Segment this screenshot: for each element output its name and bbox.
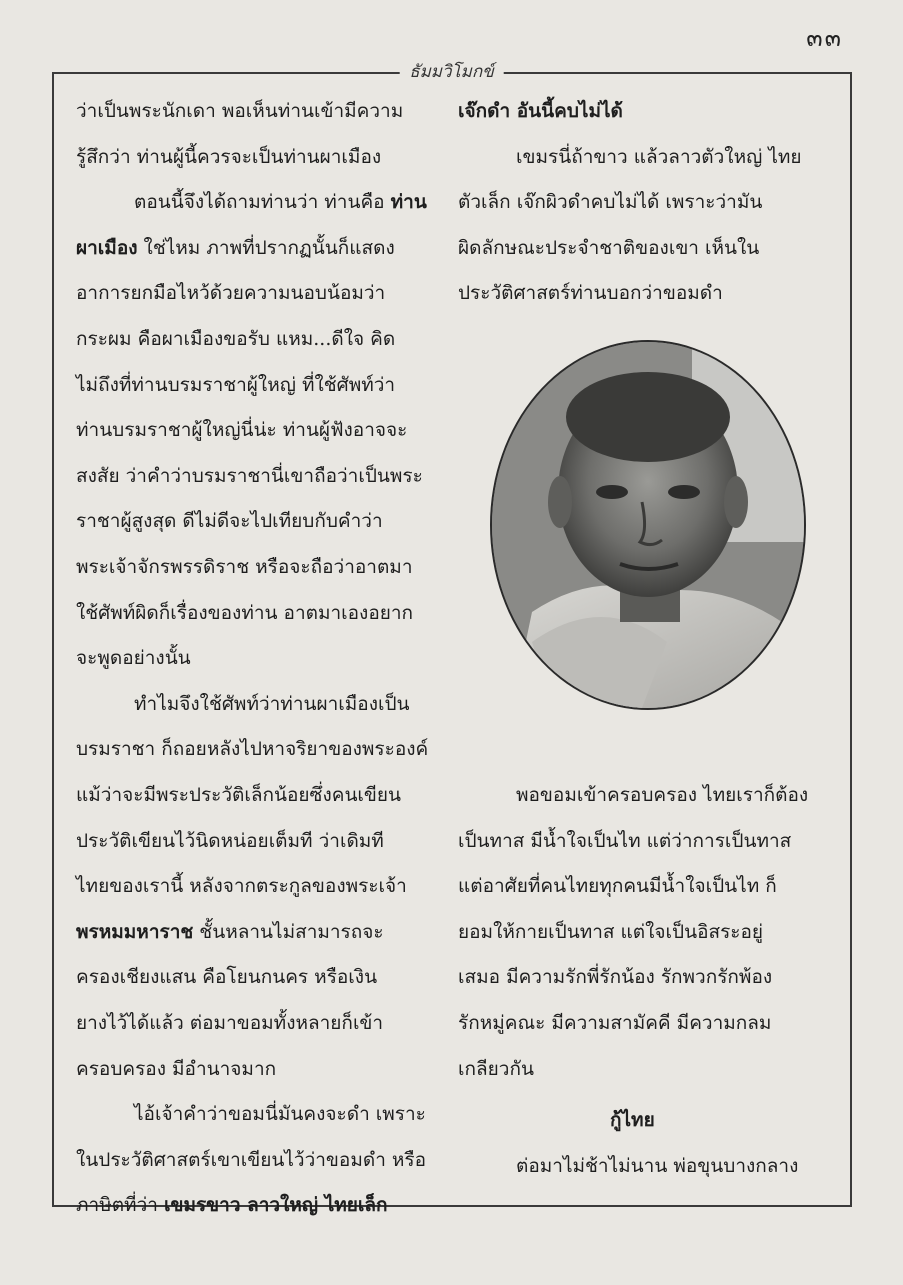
text-line xyxy=(134,689,410,719)
text-line xyxy=(76,552,413,582)
line-text: รักหมู่คณะ มีความสามัคคี มีความกลม xyxy=(458,1012,772,1034)
text-line xyxy=(76,142,381,172)
text-line xyxy=(76,96,403,126)
text-line xyxy=(76,1008,383,1038)
text-line xyxy=(458,826,791,856)
text-line xyxy=(458,1054,534,1084)
text-line xyxy=(134,1099,426,1129)
line-text: ไทยของเรานี้ หลังจากตระกูลของพระเจ้า xyxy=(76,875,407,898)
line-text: ชั้นหลานไม่สามารถจะ xyxy=(193,920,384,943)
text-line xyxy=(134,187,427,217)
text-line xyxy=(458,187,762,217)
text-line xyxy=(76,871,407,901)
section-heading: กู้ไทย xyxy=(610,1109,655,1132)
line-text: ราชาผู้สูงสุด ดีไม่ดีจะไปเทียบกับคำว่า xyxy=(76,510,383,533)
text-line xyxy=(76,962,377,992)
bold-term: พรหมมหาราช xyxy=(76,920,194,943)
line-text: ประวัติศาสตร์ท่านบอกว่าขอมดำ xyxy=(458,282,723,305)
line-text: จะพูดอย่างนั้น xyxy=(76,647,191,670)
line-text: ยางไว้ได้แล้ว ต่อมาขอมทั้งหลายก็เข้า xyxy=(76,1012,384,1034)
text-line xyxy=(76,1054,276,1084)
line-text: ครอบครอง มีอำนาจมาก xyxy=(76,1057,277,1080)
text-line xyxy=(458,962,772,992)
line-text: ในประวัติศาสตร์เขาเขียนไว้ว่าขอมดำ หรือ xyxy=(76,1148,427,1171)
monk-portrait-photo xyxy=(490,340,806,710)
text-line xyxy=(76,370,395,400)
text-line: ต่อมาไม่ช้าไม่นาน พ่อขุนบางกลาง xyxy=(516,1154,799,1177)
line-text: รู้สึกว่า ท่านผู้นี้ควรจะเป็นท่านผาเมือง xyxy=(76,145,382,168)
line-text: ผิดลักษณะประจำชาติของเขา เห็นใน xyxy=(458,236,760,259)
line-text: ครองเชียงแสน คือโยนกนคร หรือเงิน xyxy=(76,966,378,989)
portrait-icon xyxy=(492,342,804,708)
page-number: ๓๓ xyxy=(806,24,843,52)
text-line xyxy=(76,826,384,856)
bold-term: ผาเมือง xyxy=(76,236,138,259)
bold-term: ท่าน xyxy=(390,191,427,214)
text-line xyxy=(76,278,385,308)
line-text: ใช้ศัพท์ผิดก็เรื่องของท่าน อาตมาเองอยาก xyxy=(76,601,414,624)
line-text: ภาษิตที่ว่า xyxy=(76,1194,164,1217)
line-text: ยอมให้กายเป็นทาส แต่ใจเป็นอิสระอยู่ xyxy=(458,920,764,943)
text-line xyxy=(76,1145,426,1175)
text-line xyxy=(76,917,384,947)
text-line xyxy=(76,233,395,263)
text-line xyxy=(516,142,802,172)
line-text: ทำไมจึงใช้ศัพท์ว่าท่านผาเมืองเป็น xyxy=(134,692,410,715)
text-line xyxy=(76,734,428,764)
line-text: ใช่ไหม ภาพที่ปรากฏนั้นก็แสดง xyxy=(137,236,395,259)
line-text: แต่อาศัยที่คนไทยทุกคนมีน้ำใจเป็นไท ก็ xyxy=(458,875,777,898)
text-line xyxy=(76,780,401,810)
line-text: เป็นทาส มีน้ำใจเป็นไท แต่ว่าการเป็นทาส xyxy=(458,829,792,852)
line-text: ไอ้เจ้าคำว่าขอมนี่มันคงจะดำ เพราะ xyxy=(134,1103,426,1126)
bold-term: เจ๊กดำ อันนี้คบไม่ได้ xyxy=(458,100,623,122)
text-line xyxy=(458,96,623,126)
line-text: ท่านบรมราชาผู้ใหญ่นี่น่ะ ท่านผู้ฟังอาจจะ xyxy=(76,419,408,442)
line-text: เสมอ มีความรักพี่รักน้อง รักพวกรักพ้อง xyxy=(458,966,773,989)
text-line xyxy=(458,233,759,263)
line-text: พระเจ้าจักรพรรดิราช หรือจะถือว่าอาตมา xyxy=(76,556,413,578)
text-line xyxy=(76,1190,388,1220)
line-text: เกลียวกัน xyxy=(458,1057,534,1080)
text-line xyxy=(76,324,395,354)
line-text: บรมราชา ก็ถอยหลังไปหาจริยาของพระองค์ xyxy=(76,738,429,761)
line-text: กระผม คือผาเมืองขอรับ แหม...ดีใจ คิด xyxy=(76,328,396,350)
text-line xyxy=(458,917,763,947)
text-line xyxy=(76,506,383,536)
line-text: อาการยกมือไหว้ด้วยความนอบน้อมว่า xyxy=(76,282,386,305)
text-line xyxy=(76,643,191,673)
line-text: เขมรนี่ถ้าขาว แล้วลาวตัวใหญ่ ไทย xyxy=(516,145,802,168)
text-line xyxy=(458,278,723,308)
text-line xyxy=(458,1008,771,1038)
line-text: สงสัย ว่าคำว่าบรมราชานี่เขาถือว่าเป็นพระ xyxy=(76,464,423,487)
running-header: ธัมมวิโมกข์ xyxy=(399,58,504,85)
line-text: พอขอมเข้าครอบครอง ไทยเราก็ต้อง xyxy=(516,784,809,806)
text-line xyxy=(76,461,423,491)
bold-term: เขมรขาว ลาวใหญ่ ไทยเล็ก xyxy=(163,1194,388,1217)
text-line xyxy=(76,415,407,445)
line-text: ไม่ถึงที่ท่านบรมราชาผู้ใหญ่ ที่ใช้ศัพท์ว่า xyxy=(76,373,396,396)
line-text: ประวัติเขียนไว้นิดหน่อยเต็มที ว่าเดิมที xyxy=(76,829,384,852)
line-text: แม้ว่าจะมีพระประวัติเล็กน้อยซึ่งคนเขียน xyxy=(76,784,402,806)
text-line xyxy=(516,780,808,810)
line-text: ตัวเล็ก เจ๊กผิวดำคบไม่ได้ เพราะว่ามัน xyxy=(458,191,763,214)
text-line xyxy=(458,871,777,901)
line-text: ว่าเป็นพระนักเดา พอเห็นท่านเข้ามีความ xyxy=(76,100,404,122)
line-text: ตอนนี้จึงได้ถามท่านว่า ท่านคือ xyxy=(134,191,391,214)
text-line xyxy=(76,598,413,628)
